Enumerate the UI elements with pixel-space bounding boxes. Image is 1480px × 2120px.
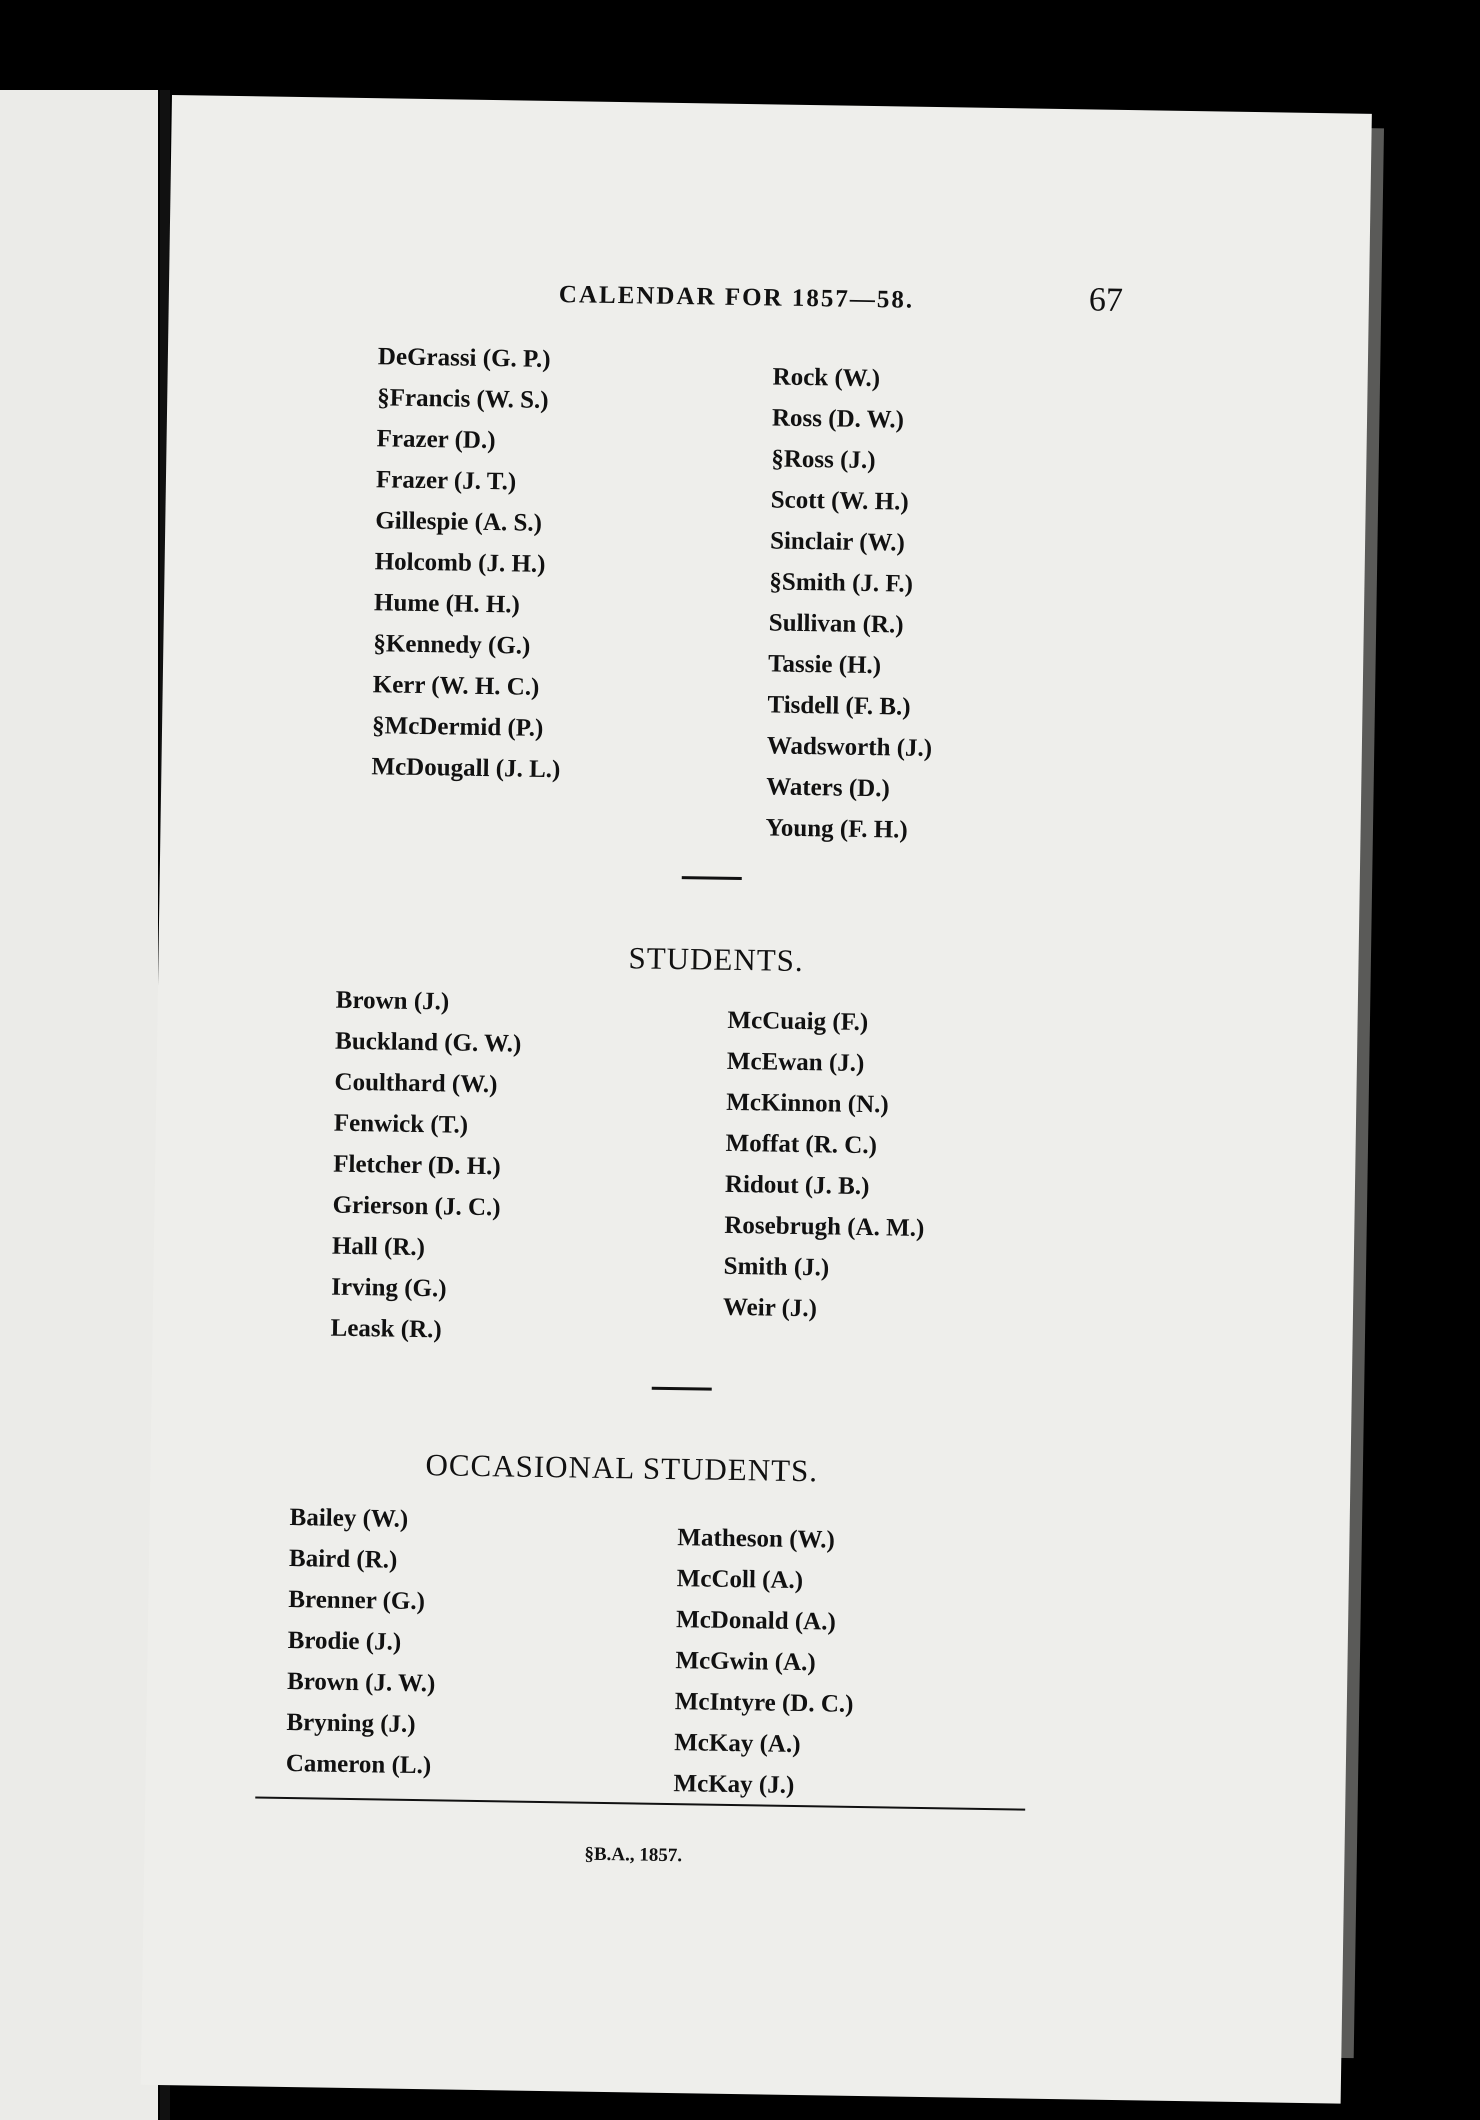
name-entry: McDonald (A.)	[675, 1606, 837, 1636]
page-number: 67	[1088, 281, 1124, 319]
name-entry: Weir (J.)	[722, 1293, 818, 1323]
name-entry: Brown (J. W.)	[286, 1668, 436, 1698]
name-entry: Ross (D. W.)	[771, 404, 905, 434]
name-entry: §McDermid (P.)	[371, 712, 544, 742]
name-entry: Tisdell (F. B.)	[767, 691, 911, 721]
name-entry: §Kennedy (G.)	[373, 630, 531, 660]
name-entry: Leask (R.)	[330, 1314, 442, 1344]
name-entry: Baird (R.)	[288, 1545, 398, 1574]
name-entry: Brodie (J.)	[287, 1627, 402, 1656]
name-entry: Rock (W.)	[772, 363, 881, 393]
section-divider	[652, 1387, 712, 1391]
students-right	[723, 1000, 928, 1331]
name-entry: McKay (J.)	[673, 1770, 795, 1799]
occasional-left	[285, 1497, 438, 1786]
name-entry: Frazer (J. T.)	[375, 466, 517, 496]
name-entry: Waters (D.)	[765, 773, 890, 803]
name-entry: McKay (A.)	[673, 1729, 801, 1759]
top-list-left	[371, 336, 567, 790]
name-entry: Coulthard (W.)	[334, 1068, 498, 1099]
document-page	[141, 95, 1372, 2104]
occasional-students-heading: OCCASIONAL STUDENTS.	[425, 1447, 819, 1489]
occasional-right	[673, 1517, 856, 1807]
name-entry: Irving (G.)	[331, 1273, 447, 1303]
name-entry: Brenner (G.)	[288, 1586, 426, 1616]
name-entry: Ridout (J. B.)	[724, 1170, 870, 1201]
name-entry: Sullivan (R.)	[768, 609, 904, 639]
running-head: CALENDAR FOR 1857—58.	[558, 281, 915, 314]
name-entry: Hume (H. H.)	[373, 589, 521, 619]
name-entry: Hall (R.)	[331, 1232, 426, 1262]
name-entry: Fletcher (D. H.)	[333, 1150, 501, 1181]
name-entry: McIntyre (D. C.)	[674, 1688, 854, 1718]
section-divider	[682, 876, 742, 880]
name-entry: Young (F. H.)	[765, 814, 908, 844]
name-entry: Smith (J.)	[723, 1252, 830, 1282]
name-entry: Brown (J.)	[335, 986, 450, 1016]
name-entry: §Francis (W. S.)	[377, 384, 549, 414]
name-entry: Matheson (W.)	[677, 1524, 836, 1554]
name-entry: Gillespie (A. S.)	[375, 507, 543, 537]
name-entry: Buckland (G. W.)	[334, 1027, 522, 1058]
name-entry: Moffat (R. C.)	[725, 1129, 878, 1160]
name-entry: Wadsworth (J.)	[766, 732, 933, 763]
facing-page	[0, 90, 158, 2120]
students-left	[330, 980, 522, 1352]
name-entry: McGwin (A.)	[675, 1647, 816, 1677]
name-entry: DeGrassi (G. P.)	[377, 343, 551, 373]
name-entry: Bryning (J.)	[286, 1709, 416, 1739]
name-entry: McEwan (J.)	[726, 1047, 865, 1077]
name-entry: Grierson (J. C.)	[332, 1191, 501, 1222]
name-entry: Holcomb (J. H.)	[374, 548, 546, 578]
name-entry: Bailey (W.)	[289, 1504, 409, 1533]
name-entry: McColl (A.)	[676, 1565, 804, 1595]
name-entry: McDougall (J. L.)	[371, 753, 561, 784]
name-entry: Scott (W. H.)	[770, 486, 909, 516]
name-entry: Frazer (D.)	[376, 425, 496, 455]
name-entry: §Ross (J.)	[771, 445, 876, 475]
footnote: §B.A., 1857.	[584, 1843, 683, 1867]
name-entry: Kerr (W. H. C.)	[372, 671, 540, 701]
name-entry: McCuaig (F.)	[727, 1006, 869, 1037]
top-list-right	[765, 356, 938, 851]
name-entry: Tassie (H.)	[767, 650, 882, 680]
students-heading: STUDENTS.	[628, 940, 804, 979]
name-entry: Rosebrugh (A. M.)	[724, 1211, 925, 1242]
name-entry: Cameron (L.)	[285, 1749, 432, 1780]
name-entry: §Smith (J. F.)	[769, 568, 914, 598]
name-entry: Fenwick (T.)	[333, 1109, 469, 1139]
name-entry: Sinclair (W.)	[769, 527, 906, 557]
name-entry: McKinnon (N.)	[726, 1088, 889, 1119]
footnote-rule	[255, 1797, 1025, 1811]
